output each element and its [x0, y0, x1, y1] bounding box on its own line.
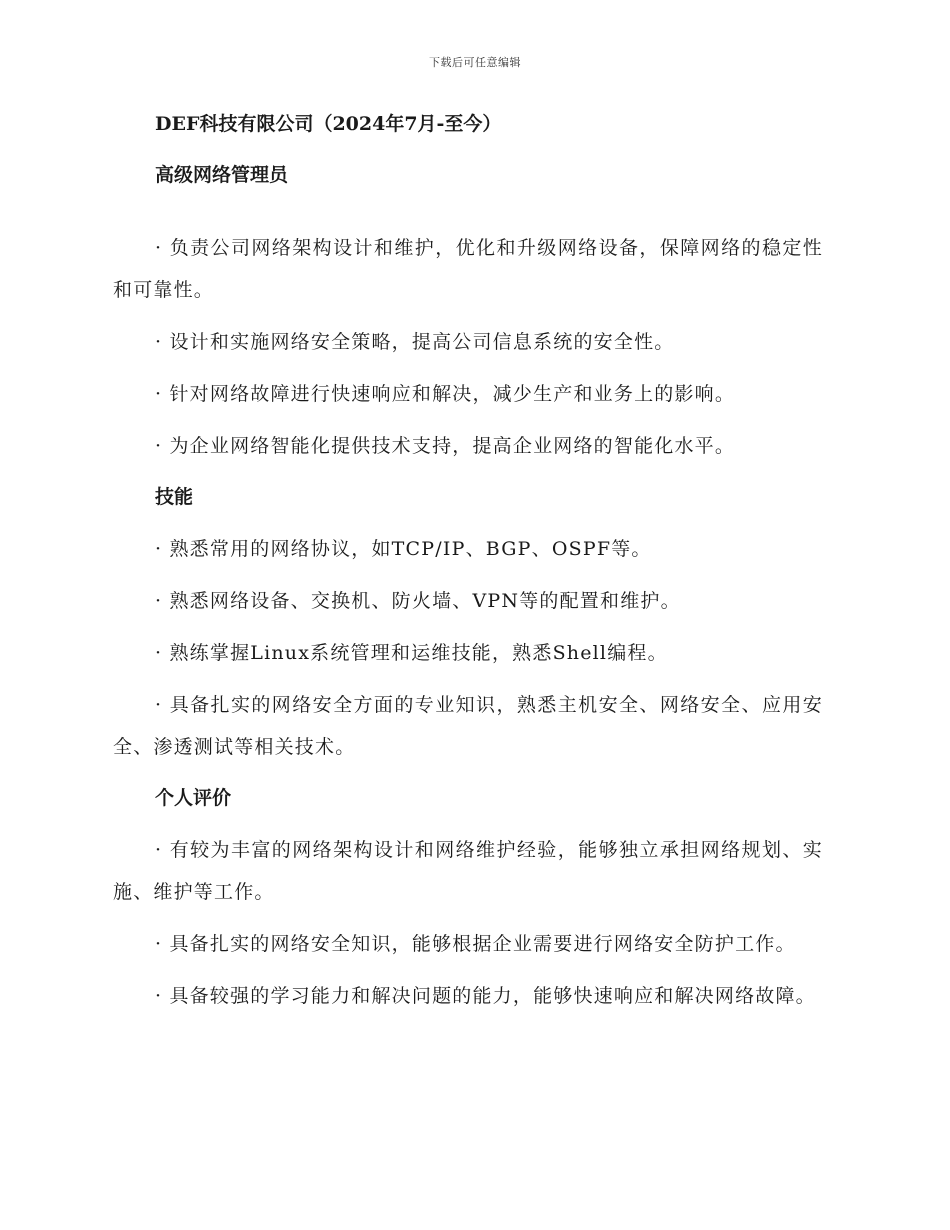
company-heading: DEF科技有限公司（2024年7月-至今）	[155, 113, 502, 135]
evaluation-heading: 个人评价	[155, 787, 232, 809]
list-item: · 熟练掌握Linux系统管理和运维技能，熟悉Shell编程。	[155, 642, 668, 664]
list-item: · 具备扎实的网络安全方面的专业知识，熟悉主机安全、网络安全、应用安全、渗透测试等相关技术。	[113, 694, 823, 758]
list-item: · 为企业网络智能化提供技术支持，提高企业网络的智能化水平。	[155, 435, 736, 457]
skills-list	[113, 528, 823, 768]
list-item: · 针对网络故障进行快速响应和解决，减少生产和业务上的影响。	[155, 383, 736, 405]
list-item: · 设计和实施网络安全策略，提高公司信息系统的安全性。	[155, 331, 675, 353]
list-item: · 具备扎实的网络安全知识，能够根据企业需要进行网络安全防护工作。	[155, 933, 796, 955]
list-item: · 具备较强的学习能力和解决问题的能力，能够快速响应和解决网络故障。	[155, 985, 816, 1007]
list-item: · 有较为丰富的网络架构设计和网络维护经验，能够独立承担网络规划、实施、维护等工作。	[113, 839, 823, 903]
duties-list	[113, 227, 823, 467]
page-header: 下载后可任意编辑	[429, 56, 521, 69]
list-item: · 负责公司网络架构设计和维护，优化和升级网络设备，保障网络的稳定性和可靠性。	[113, 237, 823, 301]
role-heading: 高级网络管理员	[155, 164, 289, 186]
skills-heading: 技能	[155, 486, 194, 508]
list-item: · 熟悉常用的网络协议，如TCP/IP、BGP、OSPF等。	[155, 538, 652, 560]
list-item: · 熟悉网络设备、交换机、防火墙、VPN等的配置和维护。	[155, 590, 681, 612]
document-body	[113, 104, 823, 1027]
evaluation-list	[113, 829, 823, 1017]
